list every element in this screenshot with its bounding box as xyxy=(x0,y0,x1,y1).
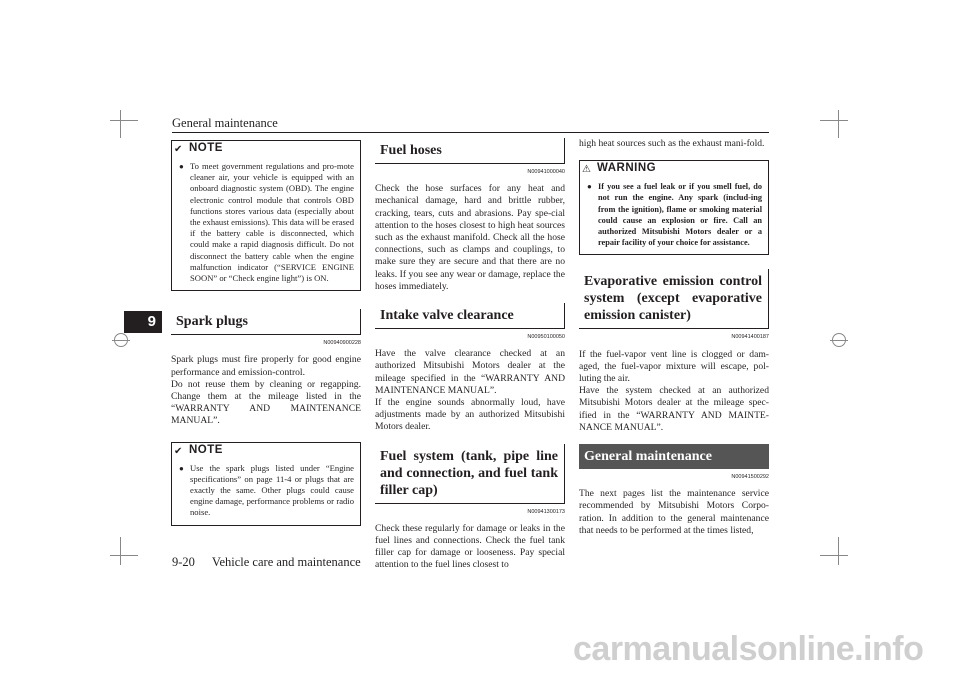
note-label: NOTE xyxy=(189,142,223,154)
paragraph: Check the hose surfaces for any heat and mechanical damage, hard and brittle rubber, cracking, tears, cuts and abrasions. Pay spe-cial attention to the hoses closest to high heat sources such as the exhaust manifold. Check all the hose connections, such as clamps and couplings, to make sure they are secure and that there are no leaks. If you see any wear or damage, replace the hoses immediately. xyxy=(375,183,565,292)
paragraph: high heat sources such as the exhaust mani-fold. xyxy=(579,138,765,149)
section-title-fuel-hoses: Fuel hoses xyxy=(375,138,565,164)
warning-label: WARNING xyxy=(597,162,657,175)
chapter-tab: 9 xyxy=(124,311,162,333)
paragraph: The next pages list the maintenance service recommended by Mitsubishi Motors Corpo-ration. In addition to the general maintenance that needs to be performed at the times listed, xyxy=(579,488,769,536)
warning-text: If you see a fuel leak or if you smell fuel, do not run the engine. Any spark (includ-ing from the ignition), flame or smoking material could cause an explosion or fire. Call an authorized Mitsubishi Motors dealer or a repair facility of your choice for assistance. xyxy=(598,182,762,248)
paragraph: Do not reuse them by cleaning or regapping. Change them at the mileage listed in the “WARRANTY AND MAINTENANCE MANUAL”. xyxy=(171,378,361,427)
note-box xyxy=(171,140,361,291)
note-label: NOTE xyxy=(189,443,223,456)
note-text: To meet government regulations and pro-mote cleaner air, your vehicle is equipped with an onboard diagnostic system (OBD). The engine electronic control module that controls OBD functions stores various data (especially about the exhaust emissions). This data will be erased if the battery cable is disconnected, which could make a rapid diagnosis difficult. Do not disconnect the battery cable when the engine malfunction indicator (“SERVICE ENGINE SOON” or “Check engine light”) is ON. xyxy=(190,161,354,284)
section-code: N00940900228 xyxy=(323,340,361,347)
footer-section: Vehicle care and maintenance xyxy=(211,555,361,569)
paragraph: Have the system checked at an authorized Mitsubishi Motors dealer at the mileage spec-ified in the “WARRANTY AND MAINTE-NANCE MANUAL”. xyxy=(579,385,769,433)
note-text: Use the spark plugs listed under “Engine specifications” on page 11-4 or plugs that are exactly the same. Other plugs could cause engine damage, performance problems or radio noise. xyxy=(190,462,354,518)
paragraph: If the fuel-vapor vent line is clogged or dam-aged, the fuel-vapor mixture will escape, pol-luting the air. xyxy=(579,348,769,385)
section-title-evaporative: Evaporative emission control system (except evaporative emission canister) xyxy=(579,269,769,329)
section-title-spark-plugs: Spark plugs xyxy=(171,309,361,335)
paragraph: Have the valve clearance checked at an authorized Mitsubishi Motors dealer at the mileage specified in the “WARRANTY AND MAINTENANCE MANUAL”. xyxy=(375,348,565,396)
paragraph: Spark plugs must fire properly for good engine performance and emission-control. xyxy=(171,354,361,378)
bullet-dot-icon: ● xyxy=(587,182,592,192)
note-body xyxy=(172,459,360,525)
warning-box xyxy=(579,160,769,255)
section-code: N00941400187 xyxy=(731,334,769,341)
note-box xyxy=(171,442,361,526)
section-code: N00941300173 xyxy=(527,508,565,515)
page-footer xyxy=(172,555,375,570)
note-body xyxy=(172,157,360,290)
section-title-general-maintenance: General maintenance xyxy=(579,444,769,469)
note-check-icon: ✔ xyxy=(174,445,183,457)
header-rule xyxy=(172,132,769,133)
section-code: N00950100050 xyxy=(527,334,565,341)
watermark: carmanualsonline.info xyxy=(573,630,924,668)
bullet-dot-icon: ● xyxy=(179,162,184,171)
note-header xyxy=(172,141,360,157)
page-number: 9-20 xyxy=(172,555,195,569)
note-header xyxy=(172,443,360,459)
warning-triangle-icon: ⚠ xyxy=(582,164,591,176)
note-check-icon: ✔ xyxy=(174,144,183,155)
section-code: N00941500292 xyxy=(731,474,769,481)
section-code: N00941000040 xyxy=(527,169,565,175)
left-column xyxy=(171,140,361,526)
paragraph: Check these regularly for damage or leaks in the fuel lines and connections. Check the fuel tank filler cap for damage or looseness. Pay special attention to the fuel lines closest to xyxy=(375,522,565,571)
section-title-fuel-system: Fuel system (tank, pipe line and connection, and fuel tank filler cap) xyxy=(375,444,565,504)
paragraph: If the engine sounds abnormally loud, have adjustments made by an authorized Mitsubishi Motors dealer. xyxy=(375,397,565,433)
right-column xyxy=(579,138,769,537)
middle-column xyxy=(375,138,565,572)
bullet-dot-icon: ● xyxy=(179,463,184,473)
section-title-intake-valve: Intake valve clearance xyxy=(375,303,565,329)
warning-header xyxy=(580,161,768,177)
warning-body xyxy=(580,177,768,254)
running-header: General maintenance xyxy=(172,116,278,130)
